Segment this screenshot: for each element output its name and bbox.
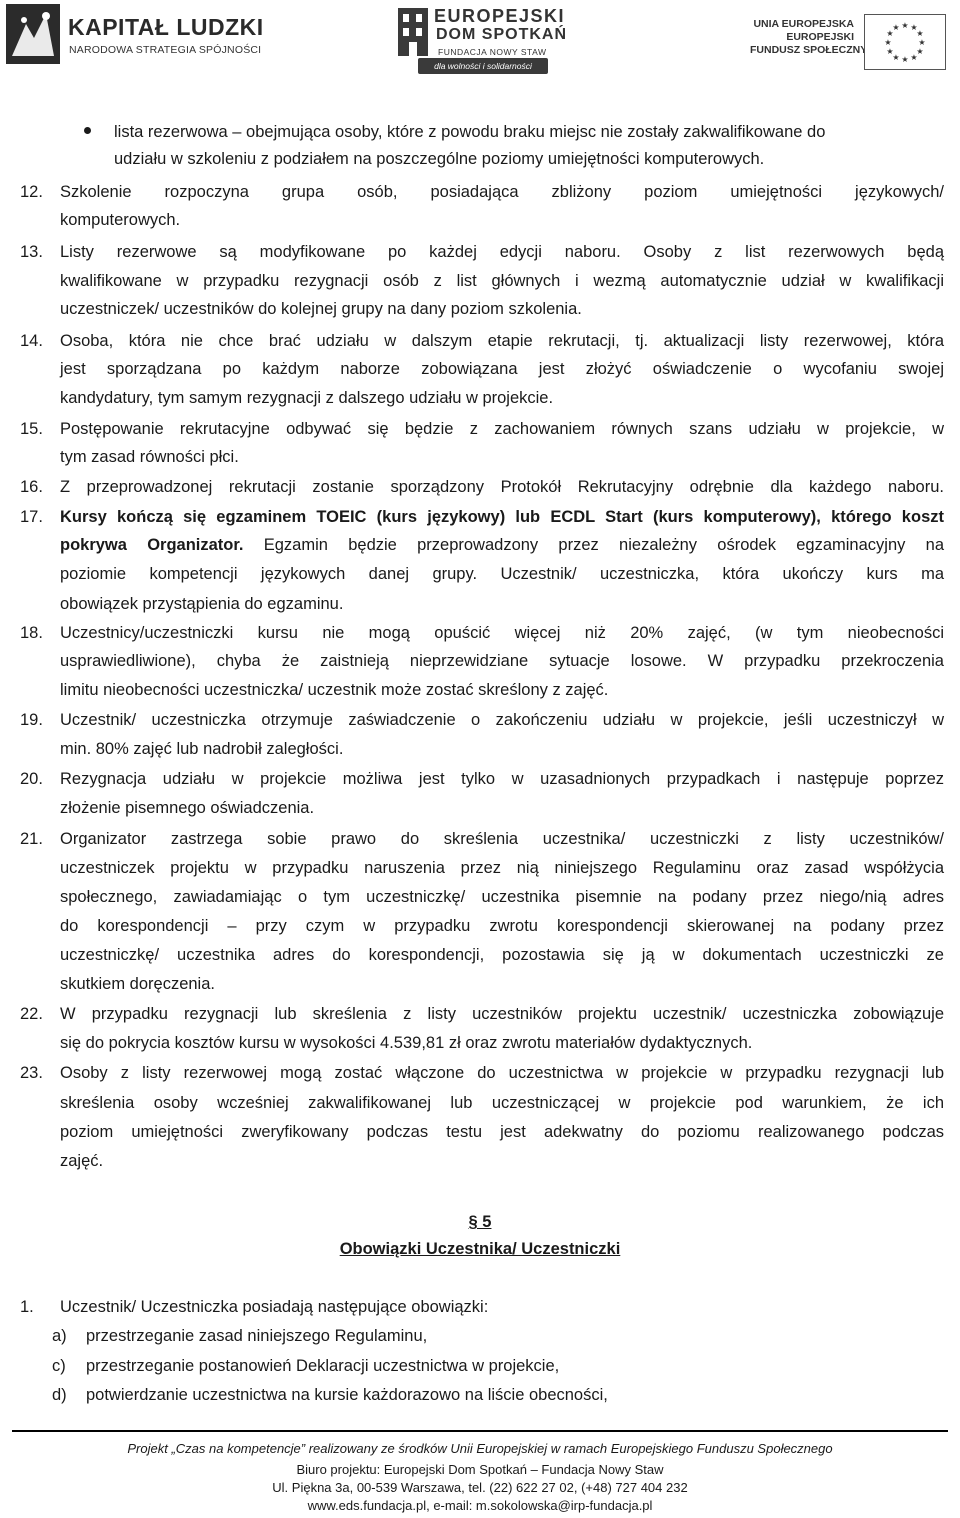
footer-contact-line: www.eds.fundacja.pl, e-mail: m.sokolowska@irp-fundacja.pl	[307, 1498, 653, 1513]
footer-project-line: Projekt „Czas na kompetencje” realizowany ze środków Unii Europejskiej w ramach Europejskiego Funduszu Społecznego	[127, 1441, 833, 1456]
item-15-line-1: Postępowanie rekrutacyjne odbywać się będzie z zachowaniem równych szans udziału w projekcie, w	[60, 420, 944, 438]
section-5-item-number-1: 1.	[20, 1298, 34, 1316]
item-13-line-3: uczestniczek/ uczestników do kolejnej grupy na dany poziom szkolenia.	[60, 300, 582, 318]
item-14-line-3: kandydatury, tym samym rezygnacji z dalszego udziału w projekcie.	[60, 389, 554, 407]
item-number-17: 17.	[20, 508, 43, 526]
bullet-dot-icon	[84, 127, 91, 134]
sub-item-letter-a: a)	[52, 1327, 67, 1345]
sub-item-a: przestrzeganie zasad niniejszego Regulaminu,	[86, 1327, 428, 1345]
item-22-line-2: się do pokrycia kosztów kursu w wysokości 4.539,81 zł oraz zwrotu materiałów dydaktycznych.	[60, 1034, 753, 1052]
item-21-line-5: uczestniczkę/ uczestnika adres do korespondencji, pozostawia się ją w dokumentach uczestniczki ze	[60, 946, 944, 964]
svg-text:★: ★	[910, 23, 918, 32]
item-number-12: 12.	[20, 183, 43, 201]
svg-text:★: ★	[910, 53, 918, 62]
item-13-line-1: Listy rezerwowe są modyfikowane po każdej edycji naboru. Osoby z list rezerwowych będą	[60, 243, 944, 261]
item-21-line-1: Organizator zastrzega sobie prawo do skreślenia uczestnika/ uczestniczki z listy uczestników/	[60, 830, 944, 848]
item-number-19: 19.	[20, 711, 43, 729]
svg-text:★: ★	[892, 53, 900, 62]
kapital-ludzki-title: KAPITAŁ LUDZKI	[68, 14, 264, 40]
item-23-line-4: zajęć.	[60, 1152, 104, 1170]
item-19-line-2: min. 80% zajęć lub nadrobił zaległości.	[60, 740, 344, 758]
item-number-16: 16.	[20, 478, 43, 496]
item-12-line-1: Szkolenie rozpoczyna grupa osób, posiadająca zbliżony poziom umiejętności językowych/	[60, 183, 944, 201]
item-17-line-1: Kursy kończą się egzaminem TOEIC (kurs językowy) lub ECDL Start (kurs komputerowy), którego koszt	[60, 508, 944, 526]
item-16-line-1: Z przeprowadzonej rekrutacji zostanie sporządzony Protokół Rekrutacyjny odrębnie dla każdego naboru.	[60, 478, 944, 496]
item-14-line-1: Osoba, która nie chce brać udziału w dalszym etapie rekrutacji, tj. aktualizacji listy rezerwowej, która	[60, 332, 944, 350]
sub-item-d: potwierdzanie uczestnictwa na kursie każdorazowo na liście obecności,	[86, 1386, 608, 1404]
svg-text:★: ★	[886, 47, 894, 56]
svg-text:★: ★	[916, 29, 924, 38]
section-title: Obowiązki Uczestnika/ Uczestniczki	[339, 1240, 621, 1258]
item-number-21: 21.	[20, 830, 43, 848]
footer-divider	[12, 1430, 948, 1432]
bullet-1-line-2: udziału w szkoleniu z podziałem na poszczególne poziomy umiejętności komputerowych.	[114, 150, 765, 168]
eds-line-3: FUNDACJA NOWY STAW	[438, 47, 547, 57]
item-14-line-2: jest sporządzana po każdym naborze zobowiązana jest złożyć oświadczenie o wycofaniu swojej	[60, 360, 944, 378]
item-21-line-2: uczestniczek projektu w przypadku naruszenia przez nią niniejszego Regulaminu oraz zasad współżycia	[60, 859, 944, 877]
item-15-line-2: tym zasad równości płci.	[60, 448, 239, 466]
item-number-23: 23.	[20, 1064, 43, 1082]
item-17-line-4: obowiązek przystąpienia do egzaminu.	[60, 595, 344, 613]
item-20-line-2: złożenie pisemnego oświadczenia.	[60, 799, 315, 817]
sub-item-letter-d: d)	[52, 1386, 67, 1404]
eds-line-2: DOM SPOTKAŃ	[436, 26, 567, 43]
item-22-line-1: W przypadku rezygnacji lub skreślenia z listy uczestników projektu uczestnik/ uczestniczka zobowiązuje	[60, 1005, 944, 1023]
item-18-line-2: usprawiedliwione), chyba że zaistnieją nieprzewidziane sytuacje losowe. W przypadku przekroczenia	[60, 652, 944, 670]
item-21-line-3: społecznego, zawiadamiając o tym uczestniczkę/ uczestnika pisemnie na podany przez niego/nią adres	[60, 888, 944, 906]
item-18-line-3: limitu nieobecności uczestniczka/ uczestnik może zostać skreślony z zajęć.	[60, 681, 609, 699]
item-17-line-2	[60, 533, 944, 557]
ue-line-3: FUNDUSZ SPOŁECZNY	[750, 44, 868, 56]
item-21-line-4: do korespondencji – przy czym w przypadku zwrotu korespondencji skierowanej na podany przez	[60, 917, 944, 935]
bullet-1-line-1: lista rezerwowa – obejmująca osoby, które z powodu braku miejsc nie zostały zakwalifikowane do	[114, 123, 826, 141]
svg-text:★: ★	[901, 21, 909, 30]
item-17-bold-text: pokrywa Organizator.	[60, 536, 244, 554]
ue-line-1: UNIA EUROPEJSKA	[753, 18, 854, 30]
item-17-line-2-text: Egzamin będzie przeprowadzony przez niezależny ośrodek egzaminacyjny na	[243, 536, 945, 554]
item-number-20: 20.	[20, 770, 43, 788]
item-18-line-1: Uczestnicy/uczestniczki kursu nie mogą opuścić więcej niż 20% zajęć, (w tym nieobecności	[60, 624, 944, 642]
svg-text:★: ★	[886, 29, 894, 38]
item-number-22: 22.	[20, 1005, 43, 1023]
item-13-line-2: kwalifikowane w przypadku rezygnacji osób z list głównych i wezmą automatycznie udział w kwalifikacji	[60, 272, 944, 290]
item-23-line-1: Osoby z listy rezerwowej mogą zostać włączone do uczestnictwa w projekcie w przypadku rezygnacji lub	[60, 1064, 944, 1082]
kapital-ludzki-subtitle: NARODOWA STRATEGIA SPÓJNOŚCI	[69, 44, 262, 56]
item-number-14: 14.	[20, 332, 43, 350]
item-17-line-3: poziomie kompetencji językowych danej grupy. Uczestnik/ uczestniczka, która ukończy kurs ma	[60, 565, 944, 583]
item-23-line-3: poziom umiejętności zweryfikowany podczas testu jest adekwatny do poziomu realizowanego podczas	[60, 1123, 944, 1141]
item-20-line-1: Rezygnacja udziału w projekcie możliwa jest tylko w uzasadnionych przypadkach i następuje poprzez	[60, 770, 944, 788]
ue-line-2: EUROPEJSKI	[786, 31, 854, 43]
item-21-line-6: skutkiem doręczenia.	[60, 975, 215, 993]
item-number-13: 13.	[20, 243, 43, 261]
sub-item-letter-c: c)	[52, 1357, 66, 1375]
item-number-15: 15.	[20, 420, 43, 438]
svg-text:★: ★	[884, 38, 892, 47]
eds-banner: dla wolności i solidarności	[418, 58, 548, 74]
section-number: § 5	[468, 1213, 492, 1231]
item-number-18: 18.	[20, 624, 43, 642]
item-23-line-2: skreślenia osoby wcześniej zakwalifikowanej lub uczestniczącej w projekcie pod warunkiem, że ich	[60, 1094, 944, 1112]
item-12-line-2: komputerowych.	[60, 211, 181, 229]
svg-text:★: ★	[918, 38, 926, 47]
section-5-item-1: Uczestnik/ Uczestniczka posiadają następujące obowiązki:	[60, 1298, 489, 1316]
svg-text:★: ★	[916, 47, 924, 56]
footer-office-line: Biuro projektu: Europejski Dom Spotkań – Fundacja Nowy Staw	[296, 1462, 664, 1477]
item-19-line-1: Uczestnik/ uczestniczka otrzymuje zaświadczenie o zakończeniu udziału w projekcie, jeśli uczestniczył w	[60, 711, 944, 729]
eds-line-1: EUROPEJSKI	[434, 6, 566, 26]
footer-address-line: Ul. Piękna 3a, 00-539 Warszawa, tel. (22) 622 27 02, (+48) 727 404 232	[272, 1480, 688, 1495]
svg-text:★: ★	[892, 23, 900, 32]
sub-item-c: przestrzeganie postanowień Deklaracji uczestnictwa w projekcie,	[86, 1357, 560, 1375]
svg-text:★: ★	[901, 55, 909, 64]
